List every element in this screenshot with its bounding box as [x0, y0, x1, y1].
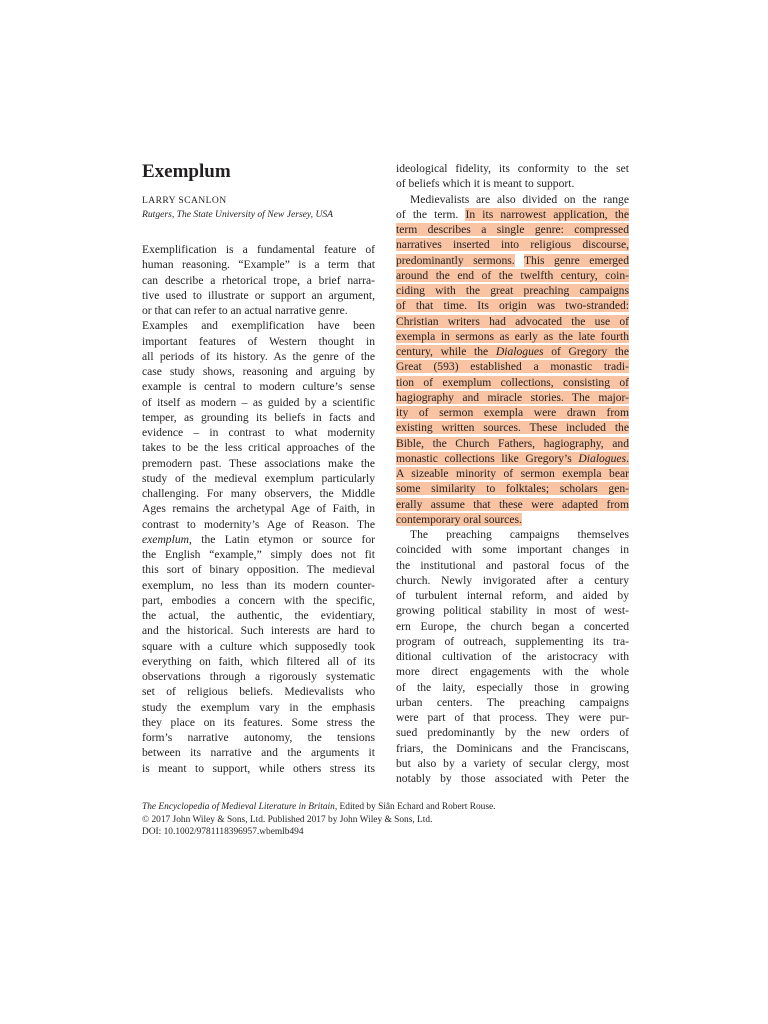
text-line — [396, 710, 629, 725]
highlighted-text: ciding with the great preaching campaigns — [396, 284, 629, 297]
highlighted-text: predominantly sermons. — [396, 253, 515, 267]
text-run: square with a culture which supposedly took — [142, 639, 375, 653]
text-line — [142, 410, 375, 425]
text-run: set of religious beliefs. Medievalists who — [142, 685, 375, 699]
text-line — [396, 237, 629, 252]
footer-book-title: The Encyclopedia of Medieval Literature in Britain — [142, 802, 335, 812]
text-run: everything on faith, which filtered all of its — [142, 654, 375, 668]
highlighted-italic-term: Dialogues — [495, 345, 544, 358]
text-run: of the laity, especially those in growing — [396, 680, 629, 694]
text-run: coincided with some important changes in — [396, 543, 629, 557]
text-run: were part of that process. They were pur- — [396, 711, 629, 724]
text-run: Ages remains the archetypal Age of Faith, in — [142, 502, 375, 516]
highlighted-text: term describes a single genre: compressed — [396, 223, 629, 236]
text-line — [396, 481, 629, 496]
text-line — [142, 456, 375, 471]
text-run — [515, 254, 524, 267]
text-run: is meant to support, while others stress its — [142, 761, 375, 775]
text-run: church. Newly invigorated after a century — [396, 573, 629, 587]
text-run: between its narrative and the arguments it — [142, 746, 375, 760]
text-run: tive used to illustrate or support an argument, — [142, 288, 375, 302]
text-line — [142, 395, 375, 410]
text-line — [142, 593, 375, 608]
text-run: and the historical. Such interests are hard to — [142, 624, 375, 638]
text-run: or that can refer to an actual narrative genre. — [142, 304, 348, 317]
text-line — [396, 329, 629, 344]
text-line — [142, 608, 375, 623]
highlighted-text: existing written sources. These included the — [396, 421, 629, 435]
text-line — [142, 684, 375, 699]
text-run: temper, as grounding its beliefs in facts and — [142, 410, 375, 424]
highlighted-text: century, while the — [396, 345, 496, 358]
text-line — [396, 314, 629, 329]
text-line — [142, 257, 375, 272]
text-run: this sort of binary opposition. The medieval — [142, 563, 375, 577]
text-line — [142, 578, 375, 593]
text-line — [396, 619, 629, 634]
highlighted-text: hagiography and miracle stories. The major- — [396, 390, 629, 404]
text-run: ern Europe, the church began a concerted — [396, 619, 629, 633]
right-column — [396, 161, 629, 786]
text-line — [396, 527, 629, 542]
text-line — [396, 192, 629, 207]
text-line — [142, 334, 375, 349]
text-run: Examples and exemplification have been — [142, 319, 375, 333]
text-run: evidence – in contrast to what modernity — [142, 426, 375, 439]
text-line — [396, 176, 629, 191]
text-line — [396, 756, 629, 771]
footer-citation — [142, 801, 622, 814]
text-line — [142, 761, 375, 776]
text-line — [396, 344, 629, 359]
text-line — [142, 715, 375, 730]
article-title: Exemplum — [142, 161, 231, 182]
text-run: Exemplification is a fundamental feature of — [142, 243, 375, 256]
text-run: urban centers. The preaching campaigns — [396, 695, 629, 709]
highlighted-text: around the end of the twelfth century, coin- — [396, 268, 629, 282]
text-run: part, embodies a concern with the specific, — [142, 593, 375, 607]
highlighted-text: Christian writers had advocated the use of — [396, 314, 629, 328]
author-affiliation: Rutgers, The State University of New Jersey, USA — [142, 209, 334, 220]
text-line — [142, 669, 375, 684]
text-line — [396, 161, 629, 176]
text-run: example is central to modern culture’s sense — [142, 380, 375, 394]
text-run: the institutional and pastoral focus of the — [396, 558, 629, 572]
page-footer — [142, 801, 622, 839]
text-run: notably by those associated with Peter the — [396, 772, 629, 785]
text-run: program of outreach, supplementing its tra- — [396, 634, 629, 648]
text-run: the English “example,” simply does not fit — [142, 548, 375, 561]
text-line — [142, 318, 375, 333]
highlighted-text: In its narrowest application, the — [465, 207, 629, 221]
highlighted-text: . — [626, 451, 629, 465]
text-run: ditional cultivation of the aristocracy with — [396, 650, 629, 663]
text-line — [396, 542, 629, 557]
text-run: challenging. For many observers, the Middle — [142, 487, 375, 500]
text-line — [396, 207, 629, 222]
text-line — [396, 603, 629, 618]
highlighted-text: erally assume that these were adapted from — [396, 497, 629, 511]
text-line — [396, 497, 629, 512]
text-run: more direct engagements with the whole — [396, 665, 629, 679]
highlighted-italic-term: Dialogues — [578, 451, 627, 465]
text-line — [142, 700, 375, 715]
text-line — [142, 654, 375, 669]
right-column-text — [396, 161, 629, 786]
text-run: but also by a variety of secular clergy, most — [396, 756, 629, 770]
text-line — [396, 573, 629, 588]
text-run: of turbulent internal reform, and aided by — [396, 589, 629, 602]
author-name: LARRY SCANLON — [142, 195, 227, 206]
text-run: case study shows, reasoning and arguing by — [142, 365, 375, 378]
text-line — [142, 501, 375, 516]
footer-editors: , Edited by Siân Echard and Robert Rouse. — [334, 802, 496, 812]
highlighted-text: ity of sermon exempla were drawn from — [396, 406, 629, 419]
highlighted-text: of that time. Its origin was two-stranded: — [396, 299, 629, 313]
text-line — [142, 639, 375, 654]
text-run: study of the medieval exemplum particularly — [142, 471, 375, 485]
text-run: contrast to modernity’s Age of Reason. The — [142, 517, 375, 531]
highlighted-text: This genre emerged — [523, 253, 629, 267]
text-line — [396, 649, 629, 664]
text-line — [142, 730, 375, 745]
highlighted-text: narratives inserted into religious discourse, — [396, 238, 629, 252]
text-line — [142, 623, 375, 638]
text-line — [142, 303, 375, 318]
footer-doi: DOI: 10.1002/9781118396957.wbemlb494 — [142, 827, 304, 837]
text-line — [396, 405, 629, 420]
text-run: ideological fidelity, its conformity to the set — [396, 162, 629, 175]
text-line — [396, 695, 629, 710]
highlighted-text: tion of exemplum collections, consisting of — [396, 375, 629, 389]
text-line — [142, 562, 375, 577]
text-line — [396, 268, 629, 283]
text-run: , the Latin etymon or source for — [189, 532, 375, 546]
text-line — [396, 359, 629, 374]
text-line — [396, 420, 629, 435]
text-line — [142, 364, 375, 379]
text-line — [396, 741, 629, 756]
text-run: of the term. — [396, 207, 466, 221]
text-line — [142, 288, 375, 303]
text-line — [142, 471, 375, 486]
text-run: important features of Western thought in — [142, 334, 375, 348]
text-run: sued predominantly by the new orders of — [396, 726, 629, 740]
text-line — [396, 283, 629, 298]
text-line — [396, 375, 629, 390]
text-line — [142, 547, 375, 562]
text-line — [142, 425, 375, 440]
text-line — [396, 222, 629, 237]
highlighted-text: contemporary oral sources. — [396, 512, 522, 526]
text-line — [142, 440, 375, 455]
footer-copyright: © 2017 John Wiley & Sons, Ltd. Published 2017 by John Wiley & Sons, Ltd. — [142, 814, 433, 825]
text-run: study the exemplum vary in the emphasis — [142, 700, 375, 714]
text-run: can describe a rhetorical trope, a brief narra- — [142, 273, 375, 287]
text-run: exemplum, no less than its modern counter- — [142, 578, 375, 592]
highlighted-text: monastic collections like Gregory’s — [396, 451, 579, 465]
left-column-text — [142, 242, 375, 776]
text-run: all periods of its history. As the genre of the — [142, 349, 375, 363]
text-line — [396, 436, 629, 451]
text-run: they place on its features. Some stress the — [142, 715, 375, 729]
text-run: growing political stability in most of west- — [396, 604, 629, 618]
text-line — [396, 771, 629, 786]
highlighted-text: Bible, the Church Fathers, hagiography, and — [396, 436, 629, 450]
text-run: Medievalists are also divided on the range — [410, 192, 629, 206]
highlighted-text: of Gregory the — [543, 345, 629, 358]
highlighted-text: Great (593) established a monastic tradi- — [396, 360, 629, 374]
text-line — [142, 517, 375, 532]
text-line — [396, 588, 629, 603]
text-run: of itself as modern – as guided by a scientific — [142, 395, 375, 409]
text-line — [142, 532, 375, 547]
text-line — [396, 390, 629, 405]
text-run: observations through a rigorously systematic — [142, 670, 375, 683]
text-run: the actual, the authentic, the evidentiary, — [142, 609, 375, 622]
text-line — [142, 273, 375, 288]
highlighted-text: A sizeable minority of sermon exempla bear — [396, 467, 629, 480]
text-run: friars, the Dominicans and the Franciscans, — [396, 741, 629, 755]
text-line — [396, 512, 629, 527]
text-line — [396, 634, 629, 649]
highlighted-text: exempla in sermons as early as the late fourth — [396, 329, 629, 343]
italic-term: exemplum — [142, 532, 189, 546]
text-run: human reasoning. “Example” is a term that — [142, 258, 375, 272]
text-line — [142, 242, 375, 257]
text-line — [142, 745, 375, 760]
text-line — [142, 379, 375, 394]
left-column — [142, 160, 375, 776]
text-line — [396, 664, 629, 679]
text-line — [396, 253, 629, 268]
text-line — [396, 558, 629, 573]
text-line — [396, 466, 629, 481]
text-run: of beliefs which it is meant to support. — [396, 177, 575, 191]
text-run: form’s narrative autonomy, the tensions — [142, 731, 375, 744]
text-line — [396, 680, 629, 695]
text-run: takes to be the less critical approaches of the — [142, 441, 375, 455]
text-run: The preaching campaigns themselves — [410, 528, 629, 541]
text-line — [396, 725, 629, 740]
text-line — [142, 349, 375, 364]
text-run: premodern past. These associations make the — [142, 456, 375, 470]
text-line — [396, 298, 629, 313]
text-line — [396, 451, 629, 466]
highlighted-text: some similarity to folktales; scholars gen- — [396, 482, 629, 496]
text-line — [142, 486, 375, 501]
